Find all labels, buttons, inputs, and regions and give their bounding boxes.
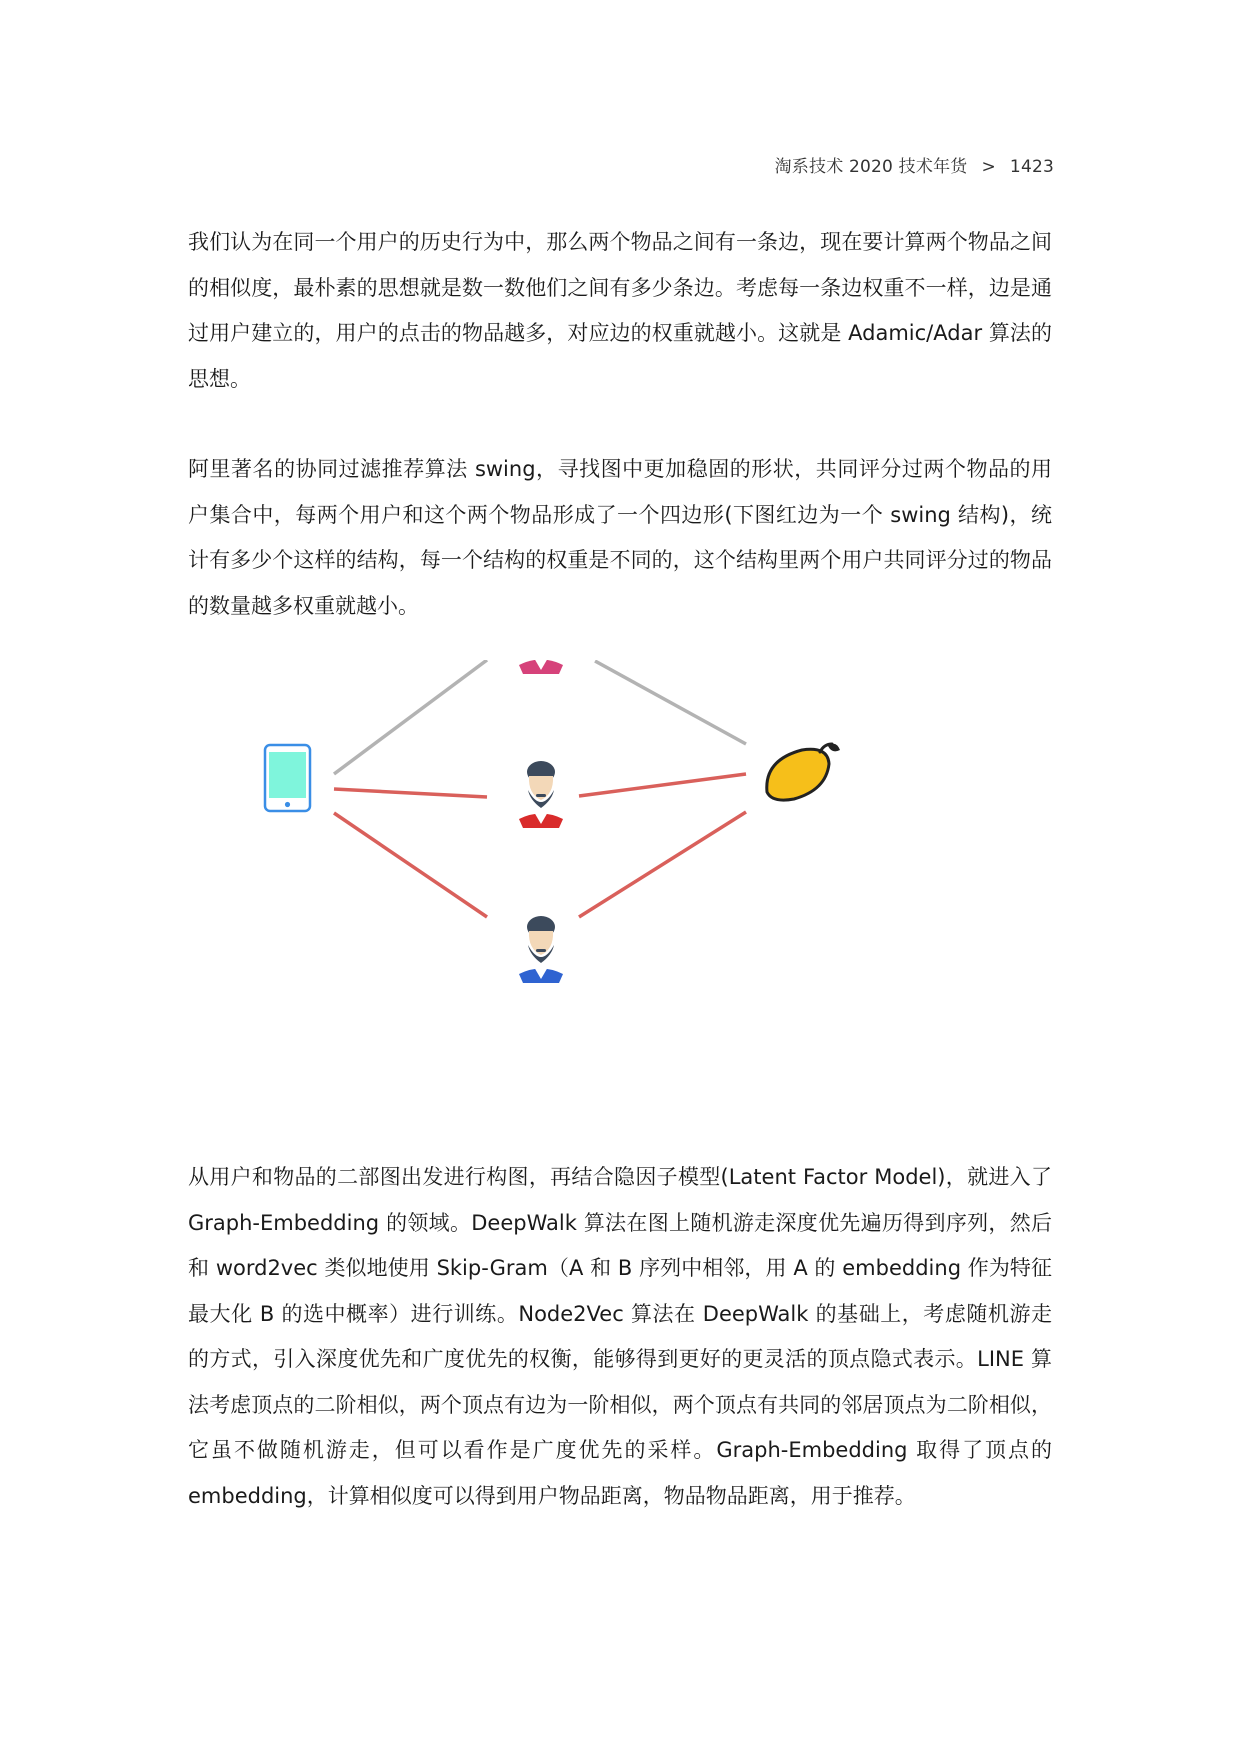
paragraph-swing: 阿里著名的协同过滤推荐算法 swing，寻找图中更加稳固的形状，共同评分过两个物品的用户集合中，每两个用户和这个两个物品形成了一个四边形(下图红边为一个 swing 结构)，统计有多少个这样的结构，每一个结构的权重是不同的，这个结构里两个用户共同评分过的物品的数量越多权重就越小。 xyxy=(188,457,1052,618)
page-header xyxy=(775,152,1054,177)
phone-icon xyxy=(265,745,310,811)
paragraph-graph-embedding: 从用户和物品的二部图出发进行构图，再结合隐因子模型(Latent Factor Model)，就进入了 Graph-Embedding 的领域。DeepWalk 算法在图上随机游走深度优先遍历得到序列，然后和 word2vec 类似地使用 Skip-Gram（A 和 B 序列中相邻，用 A 的 embedding 作为特征最大化 B 的选中概率）进行训练。Node2Vec 算法在 DeepWalk 的基础上，考虑随机游走的方式，引入深度优先和广度优先的权衡，能够得到更好的更灵活的顶点隐式表示。LINE 算法考虑顶点的二阶相似，两个顶点有边为一阶相似，两个顶点有共同的邻居顶点为二阶相似，它虽不做随机游走，但可以看作是广度优先的采样。Graph-Embedding 取得了顶点的 embedding，计算相似度可以得到用户物品距离，物品物品距离，用于推荐。 xyxy=(188,1165,1052,1508)
page-number: 1423 xyxy=(1009,157,1054,177)
user-middle-avatar xyxy=(519,761,563,828)
edge-user-bottom-mango xyxy=(579,812,746,917)
header-separator: > xyxy=(981,157,996,177)
header-title: 淘系技术 2020 技术年货 xyxy=(774,157,968,177)
mango-icon xyxy=(767,744,840,800)
paragraph-adamic-adar: 我们认为在同一个用户的历史行为中，那么两个物品之间有一条边，现在要计算两个物品之间的相似度，最朴素的思想就是数一数他们之间有多少条边。考虑每一条边权重不一样，边是通过用户建立的，用户的点击的物品越多，对应边的权重就越小。这就是 Adamic/Adar 算法的思想。 xyxy=(188,230,1052,391)
user-top-avatar xyxy=(519,660,563,674)
edge-phone-user-middle xyxy=(334,789,487,797)
edge-user-middle-mango xyxy=(579,774,746,796)
edge-user-top-mango xyxy=(595,661,746,744)
user-bottom-avatar xyxy=(519,916,563,983)
edge-phone-user-bottom xyxy=(334,813,487,917)
swing-diagram xyxy=(188,660,1052,1100)
edge-phone-user-top xyxy=(334,660,487,774)
